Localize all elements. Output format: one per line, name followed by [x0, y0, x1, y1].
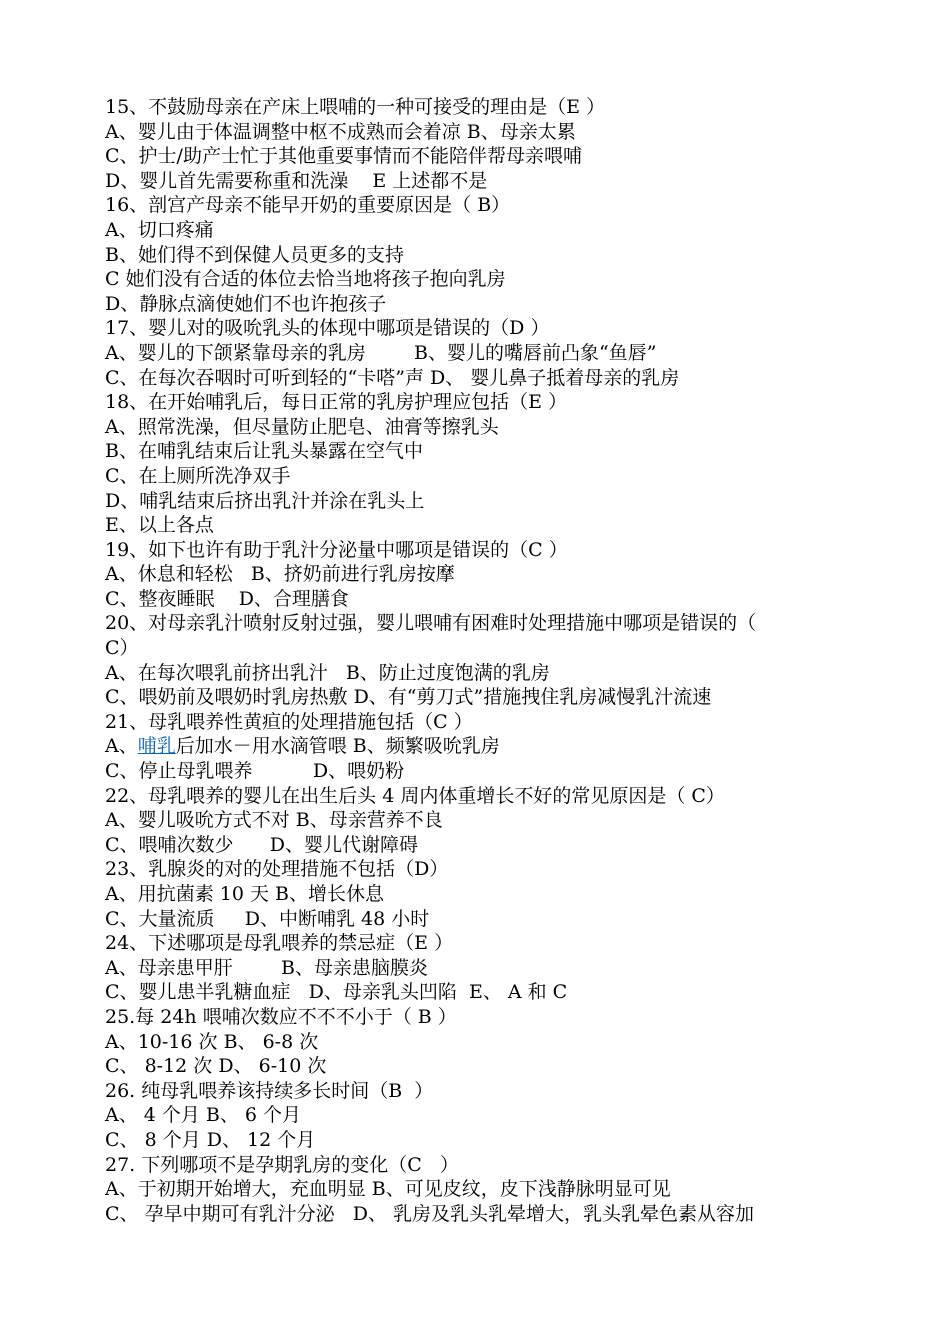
text-line: C、 孕早中期可有乳汁分泌 D、 乳房及乳头乳晕增大，乳头乳晕色素从容加	[105, 1202, 754, 1225]
text-line: 18、在开始哺乳后，每日正常的乳房护理应包括（E ）	[105, 391, 568, 414]
text-line: A、婴儿的下颌紧靠母亲的乳房 B、婴儿的嘴唇前凸象“鱼唇”	[105, 341, 657, 364]
text-line: 24、下述哪项是母乳喂养的禁忌症（E ）	[105, 932, 454, 955]
text-line: C 她们没有合适的体位去恰当地将孩子抱向乳房	[105, 268, 506, 291]
text-line: 25.每 24h 喂哺次数应不不不小于（ B ）	[105, 1005, 457, 1028]
hyperlink-buru[interactable]: 哺乳	[137, 735, 176, 758]
text-line: D、哺乳结束后挤出乳汁并涂在乳头上	[105, 489, 425, 512]
text-line: A、于初期开始增大，充血明显 B、可见皮纹，皮下浅静脉明显可见	[105, 1178, 671, 1201]
text-line: A、照常洗澡，但尽量防止肥皂、油膏等擦乳头	[105, 415, 499, 438]
text-line: A、 4 个月 B、 6 个月	[105, 1104, 302, 1127]
text-line: A、母亲患甲肝 B、母亲患脑膜炎	[105, 956, 429, 979]
document-page	[105, 95, 905, 1226]
question-block-21-27	[105, 759, 905, 1226]
text-line: C、护士/助产士忙于其他重要事情而不能陪伴帮母亲喂哺	[105, 145, 582, 168]
text-line: D、婴儿首先需要称重和洗澡 E 上述都不是	[105, 169, 488, 192]
text-line: 19、如下也许有助于乳汁分泌量中哪项是错误的（C ）	[105, 538, 568, 561]
text-line: C、婴儿患半乳糖血症 D、母亲乳头凹陷 E、 A 和 C	[105, 981, 568, 1004]
text-line: 15、不鼓励母亲在产床上喂哺的一种可接受的理由是（E ）	[105, 96, 606, 118]
text-line: A、休息和轻松 B、挤奶前进行乳房按摩	[105, 563, 455, 586]
text-line: D、静脉点滴使她们不也许抱孩子	[105, 292, 387, 315]
text-line: 17、婴儿对的吸吮乳头的体现中哪项是错误的（D ）	[105, 317, 550, 340]
text-line: C、大量流质 D、中断哺乳 48 小时	[105, 907, 430, 930]
text-line: C、 8 个月 D、 12 个月	[105, 1128, 316, 1151]
text-line: C、停止母乳喂养 D、喂奶粉	[105, 760, 405, 783]
text-line: A、婴儿由于体温调整中枢不成熟而会着凉 B、母亲太累	[105, 120, 576, 143]
text-line: A、10-16 次 B、 6-8 次	[105, 1030, 319, 1053]
text-line: C、在上厕所洗净双手	[105, 464, 291, 487]
text-line: A、在每次喂乳前挤出乳汁 B、防止过度饱满的乳房	[105, 661, 550, 684]
text-line: B、她们得不到保健人员更多的支持	[105, 243, 404, 266]
text-line: 16、剖宫产母亲不能早开奶的重要原因是（ B）	[105, 194, 511, 217]
text-line: 21、母乳喂养性黄疸的处理措施包括（C ）	[105, 710, 473, 733]
text-line: C、 8-12 次 D、 6-10 次	[105, 1055, 327, 1078]
text-line: 26. 纯母乳喂养该持续多长时间（B ）	[105, 1079, 434, 1102]
text-line: C、喂奶前及喂奶时乳房热敷 D、有“剪刀式”措施拽住乳房减慢乳汁流速	[105, 686, 712, 709]
text-line: C、整夜睡眠 D、合理膳食	[105, 587, 349, 610]
text-line: 23、乳腺炎的对的处理措施不包括（D）	[105, 858, 449, 881]
text-line: A、切口疼痛	[105, 218, 214, 241]
text-line: 22、母乳喂养的婴儿在出生后头 4 周内体重增长不好的常见原因是（ C）	[105, 784, 725, 807]
line-prefix: A、	[105, 735, 138, 758]
text-line: E、以上各点	[105, 514, 214, 537]
text-line: 20、对母亲乳汁喷射反射过强，婴儿喂哺有困难时处理措施中哪项是错误的（	[105, 612, 757, 635]
text-line: C、在每次吞咽时可听到轻的“卡嗒”声 D、 婴儿鼻子抵着母亲的乳房	[105, 366, 680, 389]
question-block-15-21	[105, 95, 905, 734]
text-line: C、喂哺次数少 D、婴儿代谢障碍	[105, 833, 419, 856]
text-line: C）	[105, 637, 139, 660]
text-line-21a	[105, 734, 905, 759]
text-line: A、婴儿吸吮方式不对 B、母亲营养不良	[105, 809, 443, 832]
text-line: A、用抗菌素 10 天 B、增长休息	[105, 883, 384, 905]
text-line: B、在哺乳结束后让乳头暴露在空气中	[105, 440, 423, 463]
line-suffix: 后加水－用水滴管喂 B、频繁吸吮乳房	[175, 735, 500, 758]
text-line: 27. 下列哪项不是孕期乳房的变化（C ）	[105, 1153, 459, 1176]
